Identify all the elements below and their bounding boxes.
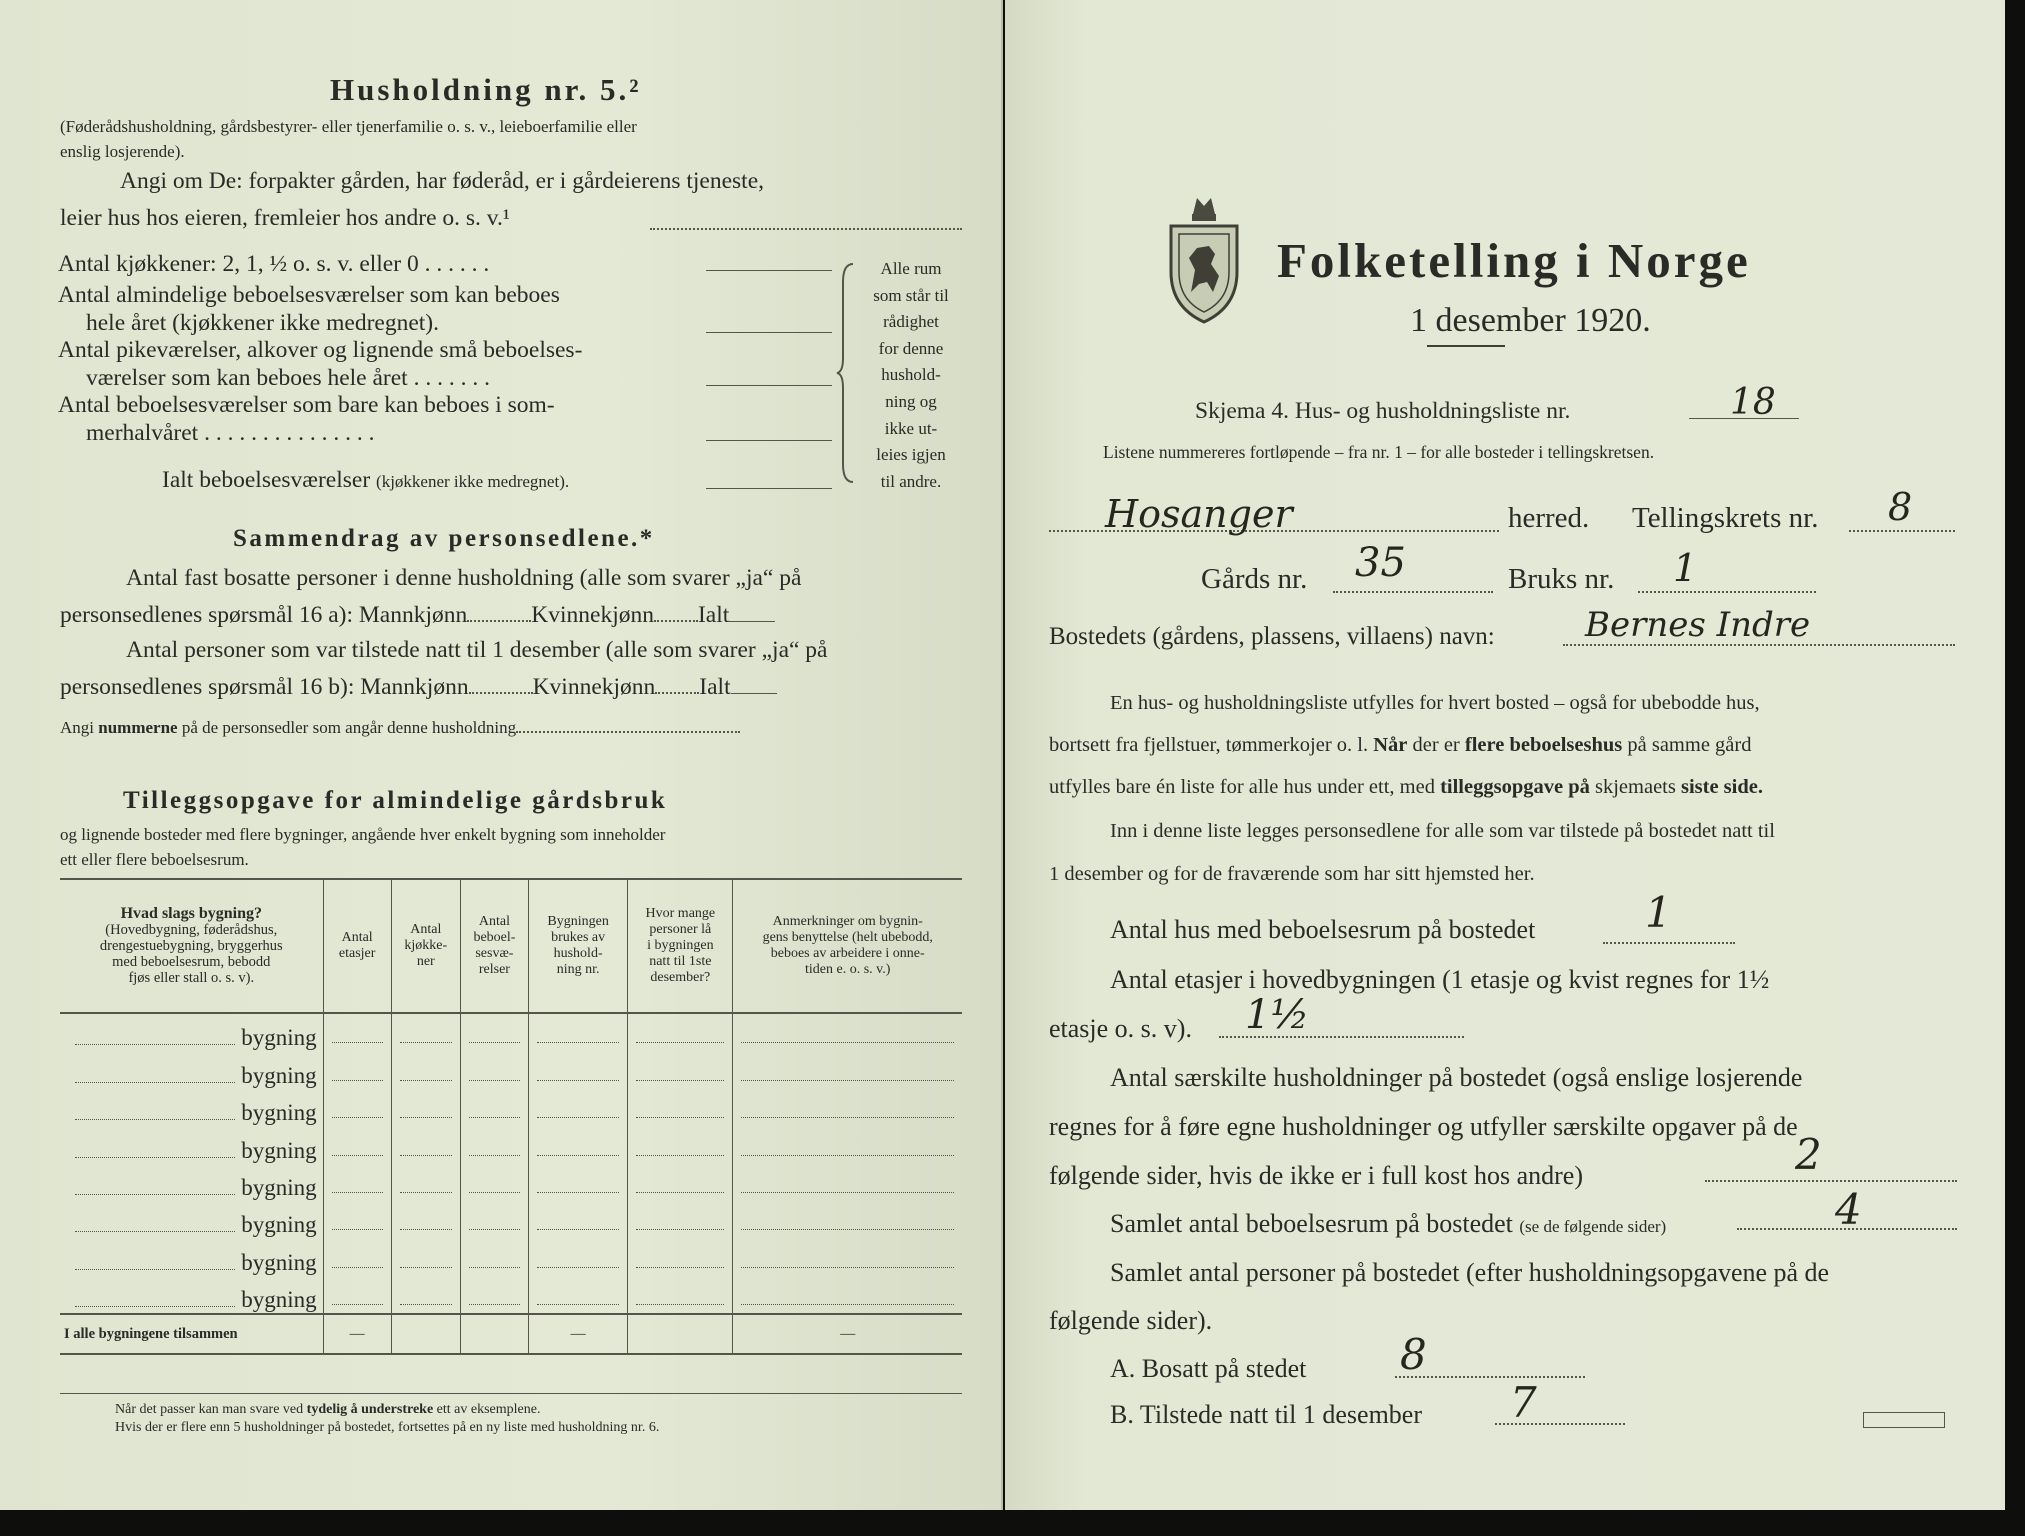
col-personer-line: desember? [650,970,711,985]
bygning-cell [323,1051,391,1088]
bygning-cell [529,1201,628,1238]
col-type-desc-line: (Hovedbygning, føderådshus, [105,922,278,938]
sammendrag-p2-1: Antal personer som var tilstede natt til 1 desember (alle som svarer „ja“ på [126,637,828,663]
bygning-label [60,1089,323,1126]
bygning-cell [323,1201,391,1238]
p1-ialt-label: Ialt [697,602,730,628]
bygning-rows [60,1013,962,1314]
bruks-label: Bruks nr. [1508,563,1615,595]
bygning-label [60,1013,323,1051]
p3-angi: Angi [60,718,94,737]
bosatt-value: 8 [1400,1330,1427,1379]
skjema-number: 18 [1730,382,1776,423]
col-type-desc-line: med beboelsesrum, bebodd [112,954,271,970]
bygning-row [60,1089,962,1126]
bygning-cell [460,1089,528,1126]
brace-icon [835,262,857,484]
bygning-label [60,1051,323,1088]
bygning-cell [733,1201,962,1238]
sammendrag-title: Sammendrag av personsedlene.* [233,525,655,552]
bygning-cell [323,1089,391,1126]
bygning-cell [460,1013,528,1051]
col-type [60,880,323,1013]
bygning-cell [323,1013,391,1051]
tillegg-intro-1: og lignende bosteder med flere bygninger, angående hver enkelt bygning som inneholder [60,825,666,844]
footnote-1 [115,1402,540,1418]
bygning-cell [323,1276,391,1314]
bygning-cell [733,1238,962,1275]
angi-line-2: leier hus hos eieren, fremleier hos andre o. s. v.¹ [60,205,510,231]
bygning-label [60,1126,323,1163]
brace-note [857,256,965,495]
bosted-value: Bernes Indre [1585,605,1811,645]
footnote-1-a: Når det passer kan man svare ved [115,1402,304,1417]
para1-2-c: der er [1412,734,1460,756]
sammendrag-p3 [60,718,740,738]
gards-value: 35 [1355,540,1406,586]
para1-3-b: tilleggsopgave på [1440,776,1590,798]
para1-line3 [1049,776,1763,799]
bygning-cell [529,1126,628,1163]
col-type-desc-line: fjøs eller stall o. s. v). [128,970,255,986]
bruks-value: 1 [1673,546,1698,590]
bygning-cell [628,1013,733,1051]
bygning-cell [733,1051,962,1088]
p1-mann-label: personsedlenes spørsmål 16 a): Mannkjønn [60,602,468,628]
bygning-cell [628,1201,733,1238]
col-vaerelser [460,880,528,1013]
col-anm-line: beboes av arbeidere i onne- [770,946,925,961]
col-type-title: Hvad slags bygning? [120,905,262,922]
pers-line-1: Samlet antal personer på bostedet (efter husholdningsopgavene på de [1110,1258,1830,1287]
bygning-cell [460,1164,528,1201]
angi-answer-line [650,228,962,230]
bygning-cell [628,1164,733,1201]
etasjer-value: 1½ [1245,992,1310,1038]
para1-3-d: siste side. [1680,776,1763,798]
bygning-label [60,1238,323,1275]
rooms-kjokkener: Antal kjøkkener: 2, 1, ½ o. s. v. eller 0 . . . . . . [58,251,490,277]
col-type-desc-line: drengestuebygning, bryggerhus [99,938,283,954]
bygning-cell [460,1126,528,1163]
brace-note-line: som står til [873,285,949,305]
bygning-label [60,1276,323,1314]
bygning-cell [733,1126,962,1163]
bygning-cell [391,1164,460,1201]
footnote-1-c: ett av eksemplene. [436,1402,541,1417]
bygning-cell [391,1013,460,1051]
pers-line-2: følgende sider). [1049,1306,1213,1335]
herred-label: herred. [1508,502,1590,534]
bygning-cell [628,1126,733,1163]
col-brukes [529,880,628,1013]
hush-value: 2 [1795,1130,1822,1179]
p2-mann-label: personsedlenes spørsmål 16 b): Mannkjønn [60,674,469,700]
col-personer-line: i bygningen [647,938,714,953]
para1-3-c: skjemaets [1595,776,1676,798]
herred-value: Hosanger [1105,492,1293,536]
tellingskrets-label: Tellingskrets nr. [1632,502,1819,534]
hush-line-2: regnes for å føre egne husholdninger og utfyller særskilte opgaver på de [1049,1112,1798,1141]
para1-3-a: utfylles bare én liste for alle hus under ett, med [1049,776,1435,798]
sum-vaerelser [460,1314,528,1354]
rum-value: 4 [1835,1185,1862,1234]
sum-personer [628,1314,733,1354]
bygning-row [60,1013,962,1051]
bygning-cell [529,1051,628,1088]
bygning-cell [391,1238,460,1275]
brace-note-line: til andre. [880,471,942,491]
col-vaerelser-line: Antal [478,914,510,929]
bygning-label [60,1201,323,1238]
col-kjokkener-line: ner [416,954,435,969]
rum-line [1110,1209,1666,1239]
col-personer-line: personer lå [649,922,712,937]
date-rule [1427,345,1505,347]
hush-line-3: følgende sider, hvis de ikke er i full kost hos andre) [1049,1161,1583,1190]
norway-coat-of-arms-icon [1165,192,1243,327]
rum-label: Samlet antal beboelsesrum på bostedet [1110,1209,1513,1238]
census-title: Folketelling i Norge [1277,233,1751,288]
bygning-cell [529,1089,628,1126]
p2-ialt-label: Ialt [699,674,731,700]
p3-nummerne: nummerne [98,718,178,737]
para1-2-b: Når [1373,734,1408,756]
sum-kjokkener [391,1314,460,1354]
col-vaerelser-line: beboel- [473,930,516,945]
bygning-label-text: bygning [241,1062,317,1088]
footnote-1-b: tydelig å understreke [306,1402,434,1417]
p1-kvinne-label: Kvinnekjønn [531,602,654,628]
sum-etasjer: — [323,1314,391,1354]
bygning-cell [733,1276,962,1314]
col-etasjer-line: etasjer [338,946,376,961]
bygning-label-text: bygning [241,1249,317,1275]
bygning-row [60,1051,962,1088]
brace-note-line: rådighet [883,312,939,332]
bygning-label-text: bygning [241,1100,317,1126]
col-anm-line: tiden e. o. s. v.) [805,962,891,977]
bygning-cell [733,1089,962,1126]
rooms-ialt [162,467,569,494]
printer-stamp [1863,1412,1945,1428]
brace-note-line: hushold- [881,365,941,385]
bygning-row [60,1201,962,1238]
bygning-cell [529,1164,628,1201]
household-title: Husholdning nr. 5.² [330,72,642,107]
rooms-alm-2: hele året (kjøkkener ikke medregnet). [86,310,439,336]
left-page [0,0,1003,1510]
bygning-cell [323,1126,391,1163]
bygning-cell [323,1164,391,1201]
sammendrag-p2-2 [60,674,777,701]
sum-brukes: — [529,1314,628,1354]
sum-label: I alle bygningene tilsammen [60,1314,323,1354]
etasjer-line-2: etasje o. s. v). [1049,1014,1192,1043]
kjokkener-answer-line [706,270,832,271]
bosatt-label: A. Bosatt på stedet [1110,1354,1307,1383]
listene-note: Listene nummereres fortløpende – fra nr. 1 – for alle bosteder i tellingskretsen. [1103,442,1655,462]
bygning-label [60,1164,323,1201]
bygning-cell [529,1238,628,1275]
col-anm-line: gens benyttelse (helt ubebodd, [762,930,933,945]
col-brukes-line: brukes av [551,930,606,945]
col-anmerkninger [733,880,962,1013]
p3-text: på de personsedler som angår denne husholdning [181,718,517,737]
bygning-cell [460,1051,528,1088]
bygning-cell [391,1276,460,1314]
skjema-line [1195,398,1570,425]
rooms-pike-1: Antal pikeværelser, alkover og lignende små beboelses- [58,337,583,363]
para1-2-d: flere beboelseshus [1464,734,1623,756]
bygning-cell [628,1276,733,1314]
tillegg-title: Tilleggsopgave for almindelige gårdsbruk [123,787,668,814]
hush-line-1: Antal særskilte husholdninger på bostedet (også enslige losjerende [1110,1063,1803,1092]
bygning-cell [391,1126,460,1163]
col-kjokkener-line: Antal [410,922,442,937]
brace-note-line: for denne [878,338,944,358]
angi-line-1: Angi om De: forpakter gården, har føderåd, er i gårdeierens tjeneste, [120,168,765,194]
ialt-main: Ialt beboelsesværelser [162,467,371,493]
col-kjokkener [391,880,460,1013]
bygning-cell [460,1238,528,1275]
sum-row [60,1314,962,1354]
bygning-cell [733,1164,962,1201]
skjema-label: Skjema 4. Hus- og husholdningsliste nr. [1195,398,1571,424]
footnote-2: Hvis der er flere enn 5 husholdninger på bostedet, fortsettes på en ny liste med husholdning nr. 6. [115,1420,660,1435]
col-kjokkener-line: kjøkke- [404,938,448,953]
bygning-row [60,1164,962,1201]
rooms-pike-2: værelser som kan beboes hele året . . . . . . . [86,365,490,391]
hush-answer-line [1705,1180,1957,1182]
bygning-label-text: bygning [241,1025,317,1051]
tilstede-value: 7 [1510,1378,1537,1427]
ialt-note: (kjøkkener ikke medregnet). [376,472,570,491]
para1-2-a: bortsett fra fjellstuer, tømmerkojer o. l. [1049,734,1369,756]
household-subtitle-1: (Føderådshusholdning, gårdsbestyrer- eller tjenerfamilie o. s. v., leieboerfamilie eller [60,117,637,136]
col-brukes-line: Bygningen [547,914,609,929]
bygning-row [60,1238,962,1275]
bygning-cell [628,1238,733,1275]
col-personer [628,880,733,1013]
household-subtitle-2: enslig losjerende). [60,142,185,161]
col-vaerelser-line: sesvæ- [475,946,514,961]
rooms-sommer-1: Antal beboelsesværelser som bare kan beboes i som- [58,392,555,418]
para2-line2: 1 desember og for de fraværende som har sitt hjemsted her. [1049,863,1535,885]
col-vaerelser-line: relser [478,962,510,977]
alm-answer-line [706,332,832,333]
census-date: 1 desember 1920. [1410,302,1651,339]
bygning-label-text: bygning [241,1137,317,1163]
bygning-label-text: bygning [241,1287,317,1313]
para1-line2 [1049,734,1751,757]
hus-label: Antal hus med beboelsesrum på bostedet [1110,915,1536,944]
bruks-answer-line [1638,591,1816,593]
p2-kvinne-label: Kvinnekjønn [532,674,656,700]
bygning-cell [529,1013,628,1051]
sommer-answer-line [706,440,832,441]
col-etasjer [323,880,391,1013]
ialt-answer-line [706,488,832,489]
bosted-label: Bostedets (gårdens, plassens, villaens) navn: [1049,623,1495,650]
col-personer-line: natt til 1ste [649,954,712,969]
col-anm-line: Anmerkninger om bygnin- [772,914,923,929]
sum-anm: — [733,1314,962,1354]
bygning-cell [391,1201,460,1238]
col-type-desc [100,922,283,986]
para2-line1: Inn i denne liste legges personsedlene for alle som var tilstede på bostedet natt til [1110,820,1775,842]
brace-note-line: Alle rum [880,259,942,278]
brace-note-line: leies igjen [876,445,946,465]
footnote-rule [60,1393,962,1394]
bygning-cell [628,1051,733,1088]
bygning-cell [323,1238,391,1275]
bygning-cell [391,1051,460,1088]
pike-answer-line [706,385,832,386]
bygning-table [60,880,962,1355]
bygning-cell [529,1276,628,1314]
tellingskrets-value: 8 [1888,485,1913,529]
hus-answer-line [1603,942,1735,944]
col-brukes-line: ning nr. [556,962,600,977]
col-personer-line: Hvor mange [645,906,716,921]
bygning-cell [391,1089,460,1126]
rooms-alm-1: Antal almindelige beboelsesværelser som kan beboes [58,282,560,308]
rum-note: (se de følgende sider) [1519,1217,1667,1236]
gards-label: Gårds nr. [1201,563,1308,595]
tillegg-intro-2: ett eller flere beboelsesrum. [60,850,249,869]
para1-2-e: på samme gård [1627,734,1752,756]
tellingskrets-answer-line [1849,530,1955,532]
sammendrag-p1-1: Antal fast bosatte personer i denne husholdning (alle som svarer „ja“ på [126,565,802,591]
etasjer-line-1: Antal etasjer i hovedbygningen (1 etasje og kvist regnes for 1½ [1110,965,1770,994]
right-page [1005,0,2005,1510]
col-brukes-line: hushold- [553,946,603,961]
brace-note-line: ikke ut- [884,418,938,438]
gards-answer-line [1333,591,1493,593]
para1-line1: En hus- og husholdningsliste utfylles for hvert bosted – også for ubebodde hus, [1110,692,1760,714]
bygning-row [60,1126,962,1163]
sammendrag-p1-2 [60,602,775,629]
bygning-cell [460,1201,528,1238]
bygning-cell [460,1276,528,1314]
brace-note-line: ning og [885,391,937,411]
bygning-row [60,1276,962,1314]
bygning-label-text: bygning [241,1212,317,1238]
bygning-cell [733,1013,962,1051]
col-etasjer-line: Antal [341,930,373,945]
bygning-label-text: bygning [241,1174,317,1200]
hus-value: 1 [1645,888,1672,937]
bygning-cell [628,1089,733,1126]
rooms-sommer-2: merhalvåret . . . . . . . . . . . . . . . [86,420,375,446]
tilstede-label: B. Tilstede natt til 1 desember [1110,1400,1422,1429]
